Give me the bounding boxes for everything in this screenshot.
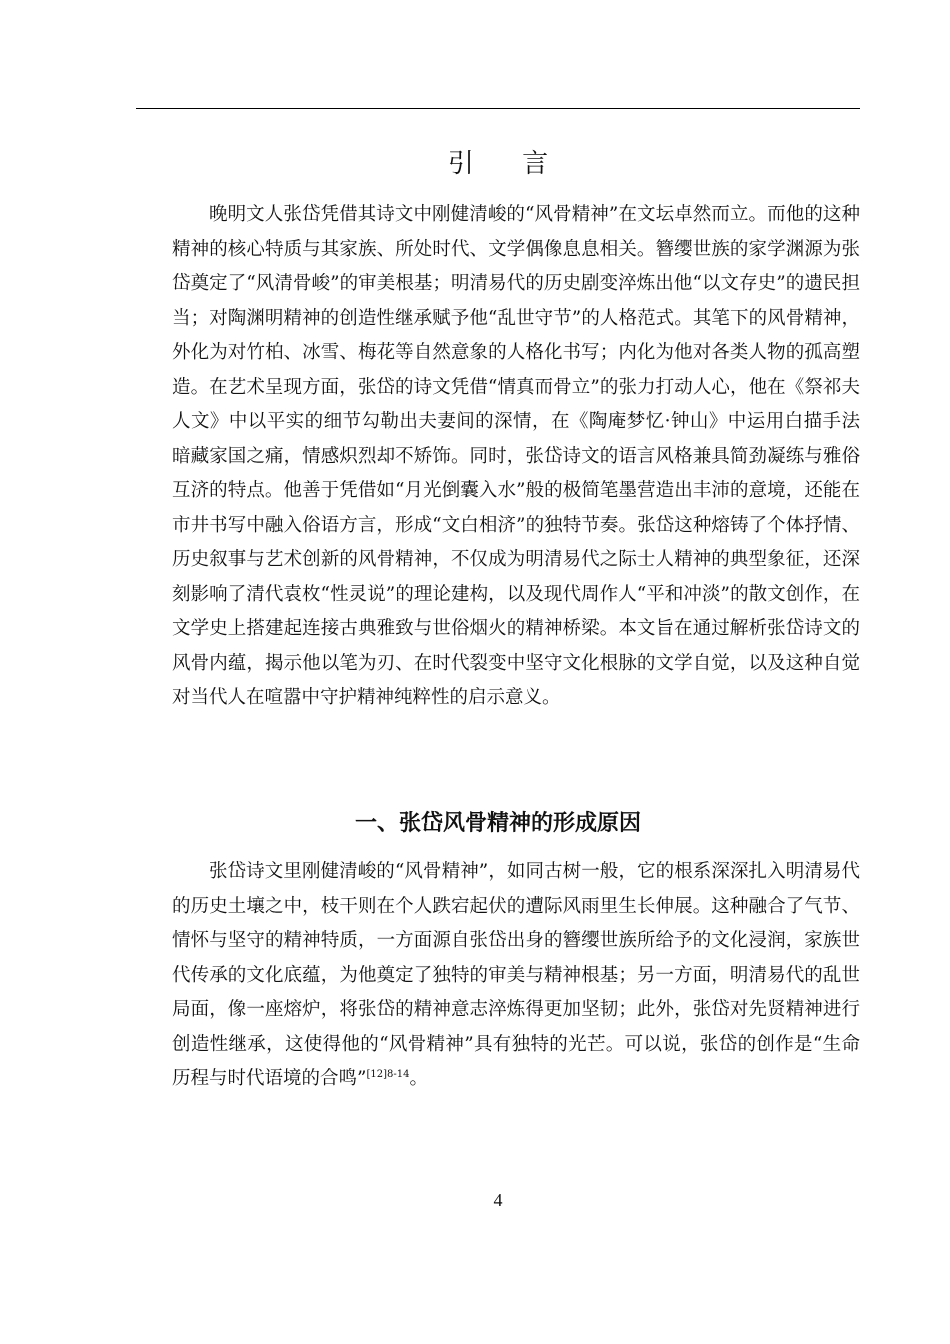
closing-punctuation: 。 <box>409 1068 428 1089</box>
section-heading: 一、张岱风骨精神的形成原因 <box>354 811 641 836</box>
page-title: 引 言 <box>447 149 569 179</box>
page-number: 4 <box>493 1190 503 1210</box>
header-rule <box>136 108 860 109</box>
citation-reference[interactable]: [12]8-14 <box>366 1068 410 1080</box>
section-paragraph-text: 张岱诗文里刚健清峻的“风骨精神”，如同古树一般，它的根系深深扎入明清易代的历史土壤之中，枝干则在个人跌宕起伏的遭际风雨里生长伸展。这种融合了气节、情怀与坚守的精神特质，一方面源自张岱出身的簪缨世族所给予的文化浸润，家族世代传承的文化底蕴，为他奠定了独特的审美与精神根基；另一方面，明清易代的乱世局面，像一座熔炉，将张岱的精神意志淬炼得更加坚韧；此外，张岱对先贤精神进行创造性继承，这使得他的“风骨精神”具有独特的光芒。可以说，张岱的创作是“生命历程与时代语境的合鸣” <box>172 861 860 1089</box>
intro-paragraph: 晚明文人张岱凭借其诗文中刚健清峻的“风骨精神”在文坛卓然而立。而他的这种精神的核心特质与其家族、所处时代、文学偶像息息相关。簪缨世族的家学渊源为张岱奠定了“风清骨峻”的审美根基；明清易代的历史剧变淬炼出他“以文存史”的遗民担当；对陶渊明精神的创造性继承赋予他“乱世守节”的人格范式。其笔下的风骨精神，外化为对竹柏、冰雪、梅花等自然意象的人格化书写；内化为他对各类人物的孤高塑造。在艺术呈现方面，张岱的诗文凭借“情真而骨立”的张力打动人心，他在《祭祁夫人文》中以平实的细节勾勒出夫妻间的深情，在《陶庵梦忆·钟山》中运用白描手法暗藏家国之痛，情感炽烈却不矫饰。同时，张岱诗文的语言风格兼具简劲凝练与雅俗互济的特点。他善于凭借如“月光倒囊入水”般的极简笔墨营造出丰沛的意境，还能在市井书写中融入俗语方言，形成“文白相济”的独特节奏。张岱这种熔铸了个体抒情、历史叙事与艺术创新的风骨精神，不仅成为明清易代之际士人精神的典型象征，还深刻影响了清代袁枚“性灵说”的理论建构，以及现代周作人“平和冲淡”的散文创作，在文学史上搭建起连接古典雅致与世俗烟火的精神桥梁。本文旨在通过解析张岱诗文的风骨内蕴，揭示他以笔为刃、在时代裂变中坚守文化根脉的文学自觉，以及这种自觉对当代人在喧嚣中守护精神纯粹性的启示意义。 <box>172 204 860 708</box>
section-paragraph <box>172 855 860 1097</box>
